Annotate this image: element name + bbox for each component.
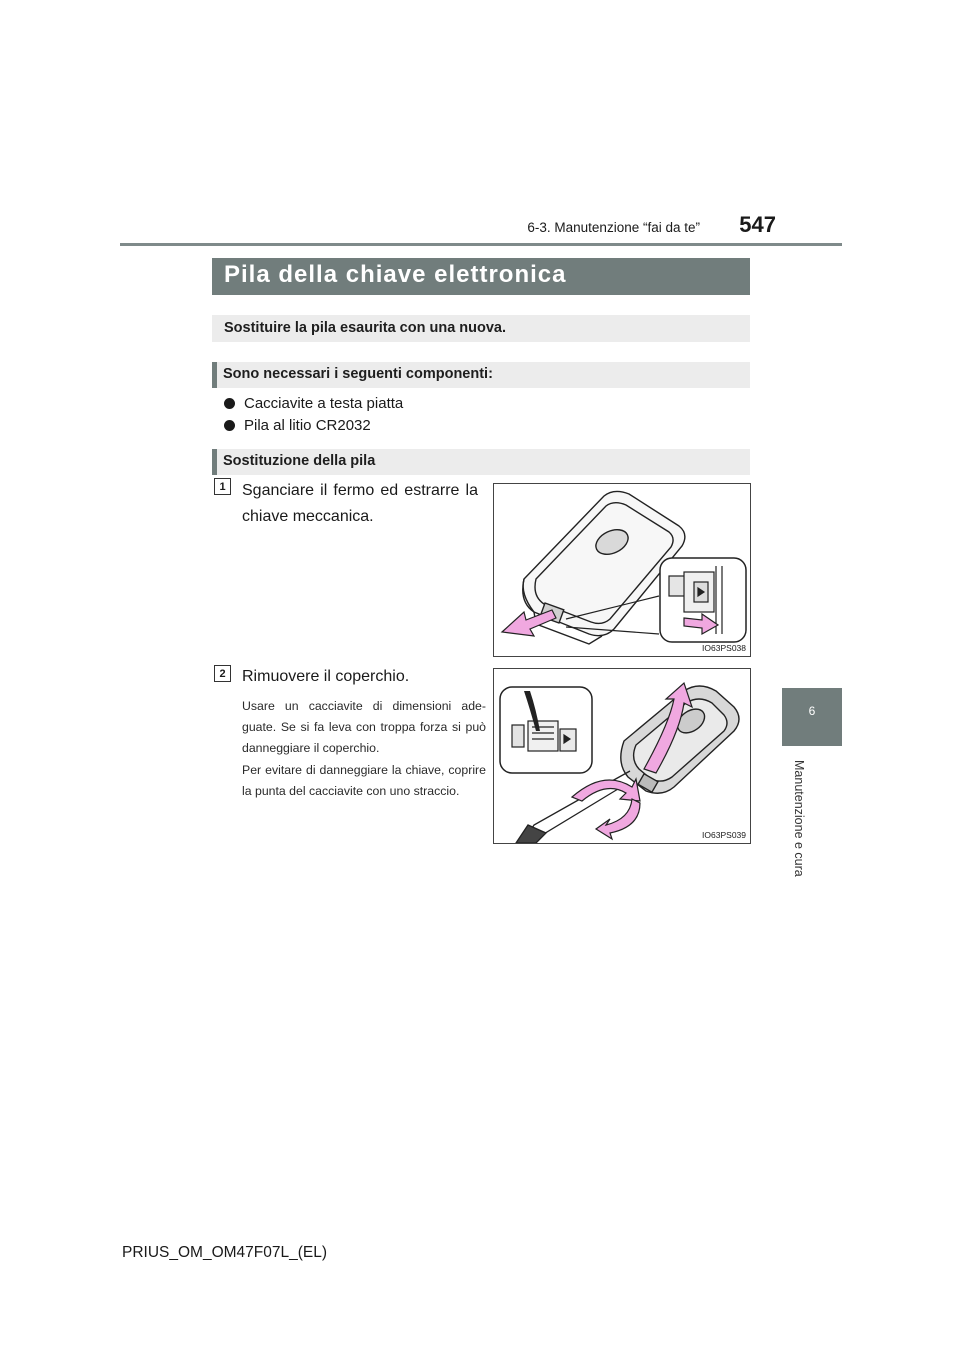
figure-code: IO63PS039 [702,830,746,840]
heading-marker [212,449,217,475]
components-heading: Sono necessari i seguenti componenti: [223,366,493,382]
step-2-note-1: Usare un cacciavite di dimensioni ade-guate. Se si fa leva con troppa forza si può danneggiare il coperchio. [242,699,486,755]
figure-cover-removal [493,668,751,844]
replacement-heading-bar [212,449,750,475]
step-number-1: 1 [214,478,231,495]
key-release-illustration [494,484,750,656]
intro-bar [212,315,750,342]
page-title-bar [212,258,750,295]
step-2-text: Rimuovere il coperchio. [242,668,410,685]
bullet-icon [224,420,235,431]
page-number: 547 [739,212,776,237]
chapter-tab [782,688,842,746]
intro-text: Sostituire la pila esaurita con una nuova. [224,320,507,336]
components-heading-bar [212,362,750,388]
chapter-number: 6 [808,704,816,718]
figure-code: IO63PS038 [702,643,746,653]
header-section-title: 6-3. Manutenzione “fai da te” [527,220,700,235]
header-rule [120,243,842,246]
heading-marker [212,362,217,388]
list-item: Pila al litio CR2032 [224,417,371,434]
figure-key-release [493,483,751,657]
bullet-icon [224,398,235,409]
step-1-text: Sganciare il fermo ed estrarre la chiave meccanica. [242,482,478,525]
replacement-heading: Sostituzione della pila [223,453,376,469]
list-item: Cacciavite a testa piatta [224,395,403,412]
page-title: Pila della chiave elettronica [224,261,567,288]
footer-document-code: PRIUS_OM_OM47F07L_(EL) [122,1244,328,1261]
step-number-2: 2 [214,665,231,682]
chapter-title-vertical: Manutenzione e cura [792,760,806,877]
step-2-note-2: Per evitare di danneggiare la chiave, coprire la punta del cacciavite con uno straccio. [242,763,486,798]
cover-removal-illustration [494,669,750,843]
